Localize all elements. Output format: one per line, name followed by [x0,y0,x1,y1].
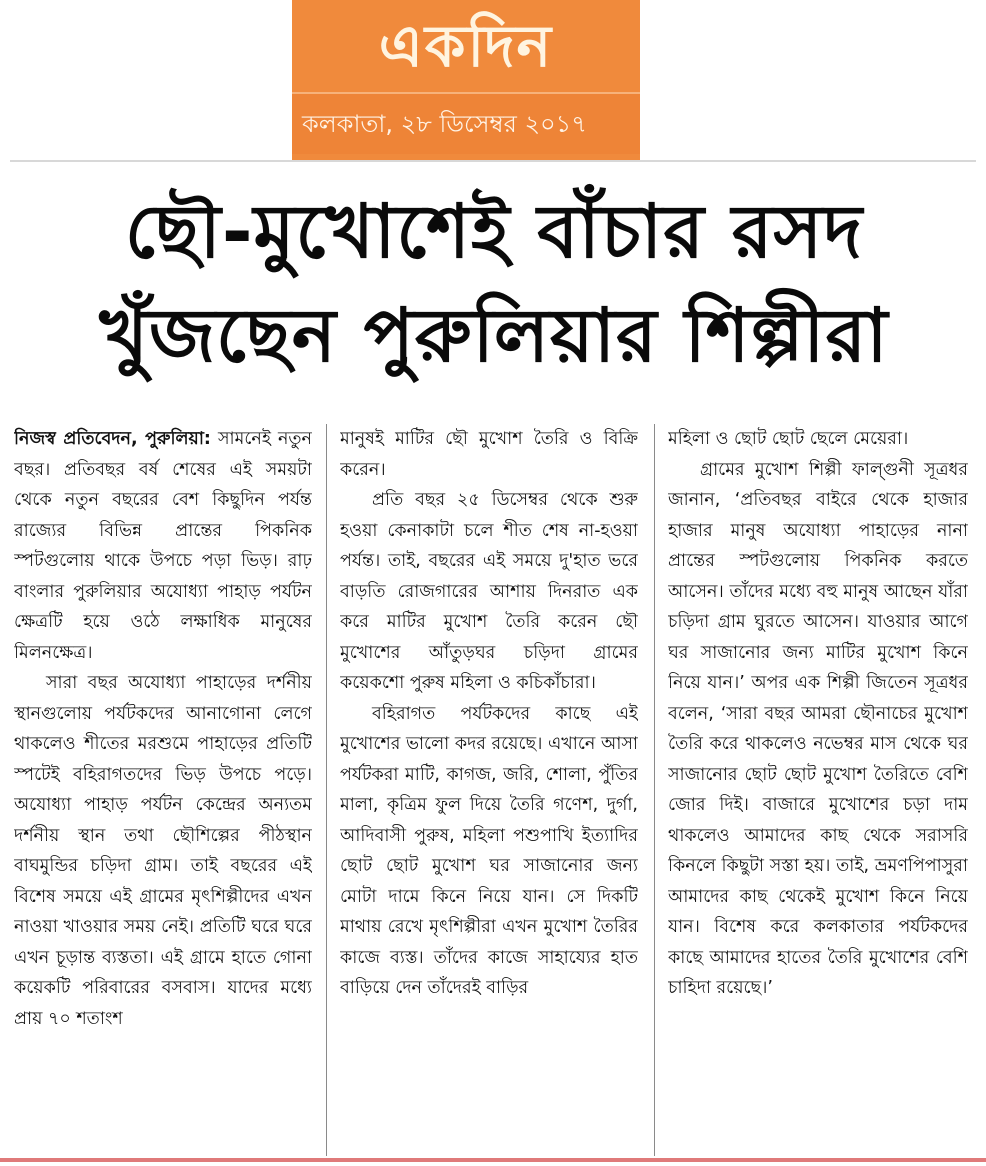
masthead-date-band [292,92,640,154]
article-paragraph: প্রতি বছর ২৫ ডিসেম্বর থেকে শুরু হওয়া কেনাকাটা চলে শীত শেষ না-হওয়া পর্যন্ত। তাই, বছরের এই সময়ে দু'হাত ভরে বাড়তি রোজগারের আশায় দিনরাত এক করে মাটির মুখোশ তৈরি করেন ছৌ মুখোশের আঁতুড়ঘর চড়িদা গ্রামের কয়েকশো পুরুষ মহিলা ও কচিকাঁচারা। [340,490,638,693]
article-paragraph: মহিলা ও ছোট ছোট ছেলে মেয়েরা। [668,429,909,449]
article-paragraph: গ্রামের মুখোশ শিল্পী ফাল্গুনী সূত্রধর জানান, ‘প্রতিবছর বাইরে থেকে হাজার হাজার মানুষ অযোধ্যা পাহাড়ের নানা প্রান্তের স্পটগুলোয় পিকনিক করতে আসেন। তাঁদের মধ্যে বহু মানুষ আছেন যাঁরা চড়িদা গ্রাম ঘুরতে আসেন। যাওয়ার আগে ঘর সাজানোর জন্য মাটির মুখোশ কিনে নিয়ে যান।’ অপর এক শিল্পী জিতেন সূত্রধর বলেন, ‘সারা বছর আমরা ছৌনাচের মুখোশ তৈরি করে থাকলেও নভেম্বর মাস থেকে ঘর সাজানোর ছোট ছোট মুখোশ তৈরিতে বেশি জোর দিই। বাজারে মুখোশের চড়া দাম থাকলেও আমাদের কাছ থেকে সরাসরি কিনলে কিছুটা সস্তা হয়। তাই, ভ্রমণপিপাসুরা আমাদের কাছ থেকেই মুখোশ কিনে নিয়ে যান। বিশেষ করে কলকাতার পর্যটকদের কাছে আমাদের হাতের তৈরি মুখোশের বেশি চাহিদা রয়েছে।’ [668,459,968,998]
paragraph-text: সামনেই নতুন বছর। প্রতিবছর বর্ষ শেষের এই সময়টা থেকে নতুন বছরের বেশ কিছুদিন পর্যন্ত রাজ্যের বিভিন্ন প্রান্তের পিকনিক স্পটগুলোয় থাকে উপচে পড়া ভিড়। রাঢ় বাংলার পুরুলিয়ার অযোধ্যা পাহাড় পর্যটন ক্ষেত্রটি হয়ে ওঠে লক্ষাধিক মানুষের মিলনক্ষেত্র। [14,429,312,663]
article-column-1 [14,424,312,1154]
column-divider [326,424,327,1156]
article-paragraph: বহিরাগত পর্যটকদের কাছে এই মুখোশের ভালো কদর রয়েছে। এখানে আসা পর্যটকরা মাটি, কাগজ, জরি, শোলা, পুঁতির মালা, কৃত্রিম ফুল দিয়ে তৈরি গণেশ, দুর্গা, আদিবাসী পুরুষ, মহিলা পশুপাখি ইত্যাদির ছোট ছোট মুখোশ ঘর সাজানোর জন্য মোটা দামে কিনে নিয়ে যান। সে দিকটি মাথায় রেখে মৃৎশিল্পীরা এখন মুখোশ তৈরির কাজে ব্যস্ত। তাঁদের কাজে সাহায্যের হাত বাড়িয়ে দেন তাঁদেরই বাড়ির [340,703,638,998]
article-paragraph [14,424,312,668]
headline-line-2: খুঁজছেন পুরুলিয়ার শিল্পীরা [99,293,889,379]
newspaper-logo: একদিন [378,12,554,80]
byline: নিজস্ব প্রতিবেদন, পুরুলিয়া: [14,429,211,449]
headline [24,180,964,388]
article-paragraph: মানুষই মাটির ছৌ মুখোশ তৈরি ও বিক্রি করেন। [340,429,638,480]
headline-line-1: ছৌ-মুখোশেই বাঁচার রসদ [124,189,864,275]
article-paragraph: সারা বছর অযোধ্যা পাহাড়ের দর্শনীয় স্থানগুলোয় পর্যটকদের আনাগোনা লেগে থাকলেও শীতের মরশুমে পাহাড়ের প্রতিটি স্পটেই বহিরাগতদের ভিড় উপচে পড়ে। অযোধ্যা পাহাড় পর্যটন কেন্দ্রের অন্যতম দর্শনীয় স্থান তথা ছৌশিল্পের পীঠস্থান বাঘমুন্ডির চড়িদা গ্রাম। তাই বছরের এই বিশেষ সময়ে এই গ্রামের মৃৎশিল্পীদের এখন নাওয়া খাওয়ার সময় নেই। প্রতিটি ঘরে ঘরে এখন চূড়ান্ত ব্যস্ততা। এই গ্রামে হাতে গোনা কয়েকটি পরিবারের বসবাস। যাদের মধ্যে প্রায় ৭০ শতাংশ [14,673,312,1029]
column-divider [654,424,655,1156]
dateline: কলকাতা, ২৮ ডিসেম্বর ২০১৭ [302,110,587,138]
bottom-divider [0,1158,986,1162]
article-column-3 [668,424,968,1154]
masthead [292,0,640,160]
top-divider [10,160,976,162]
article-column-2 [340,424,638,1154]
